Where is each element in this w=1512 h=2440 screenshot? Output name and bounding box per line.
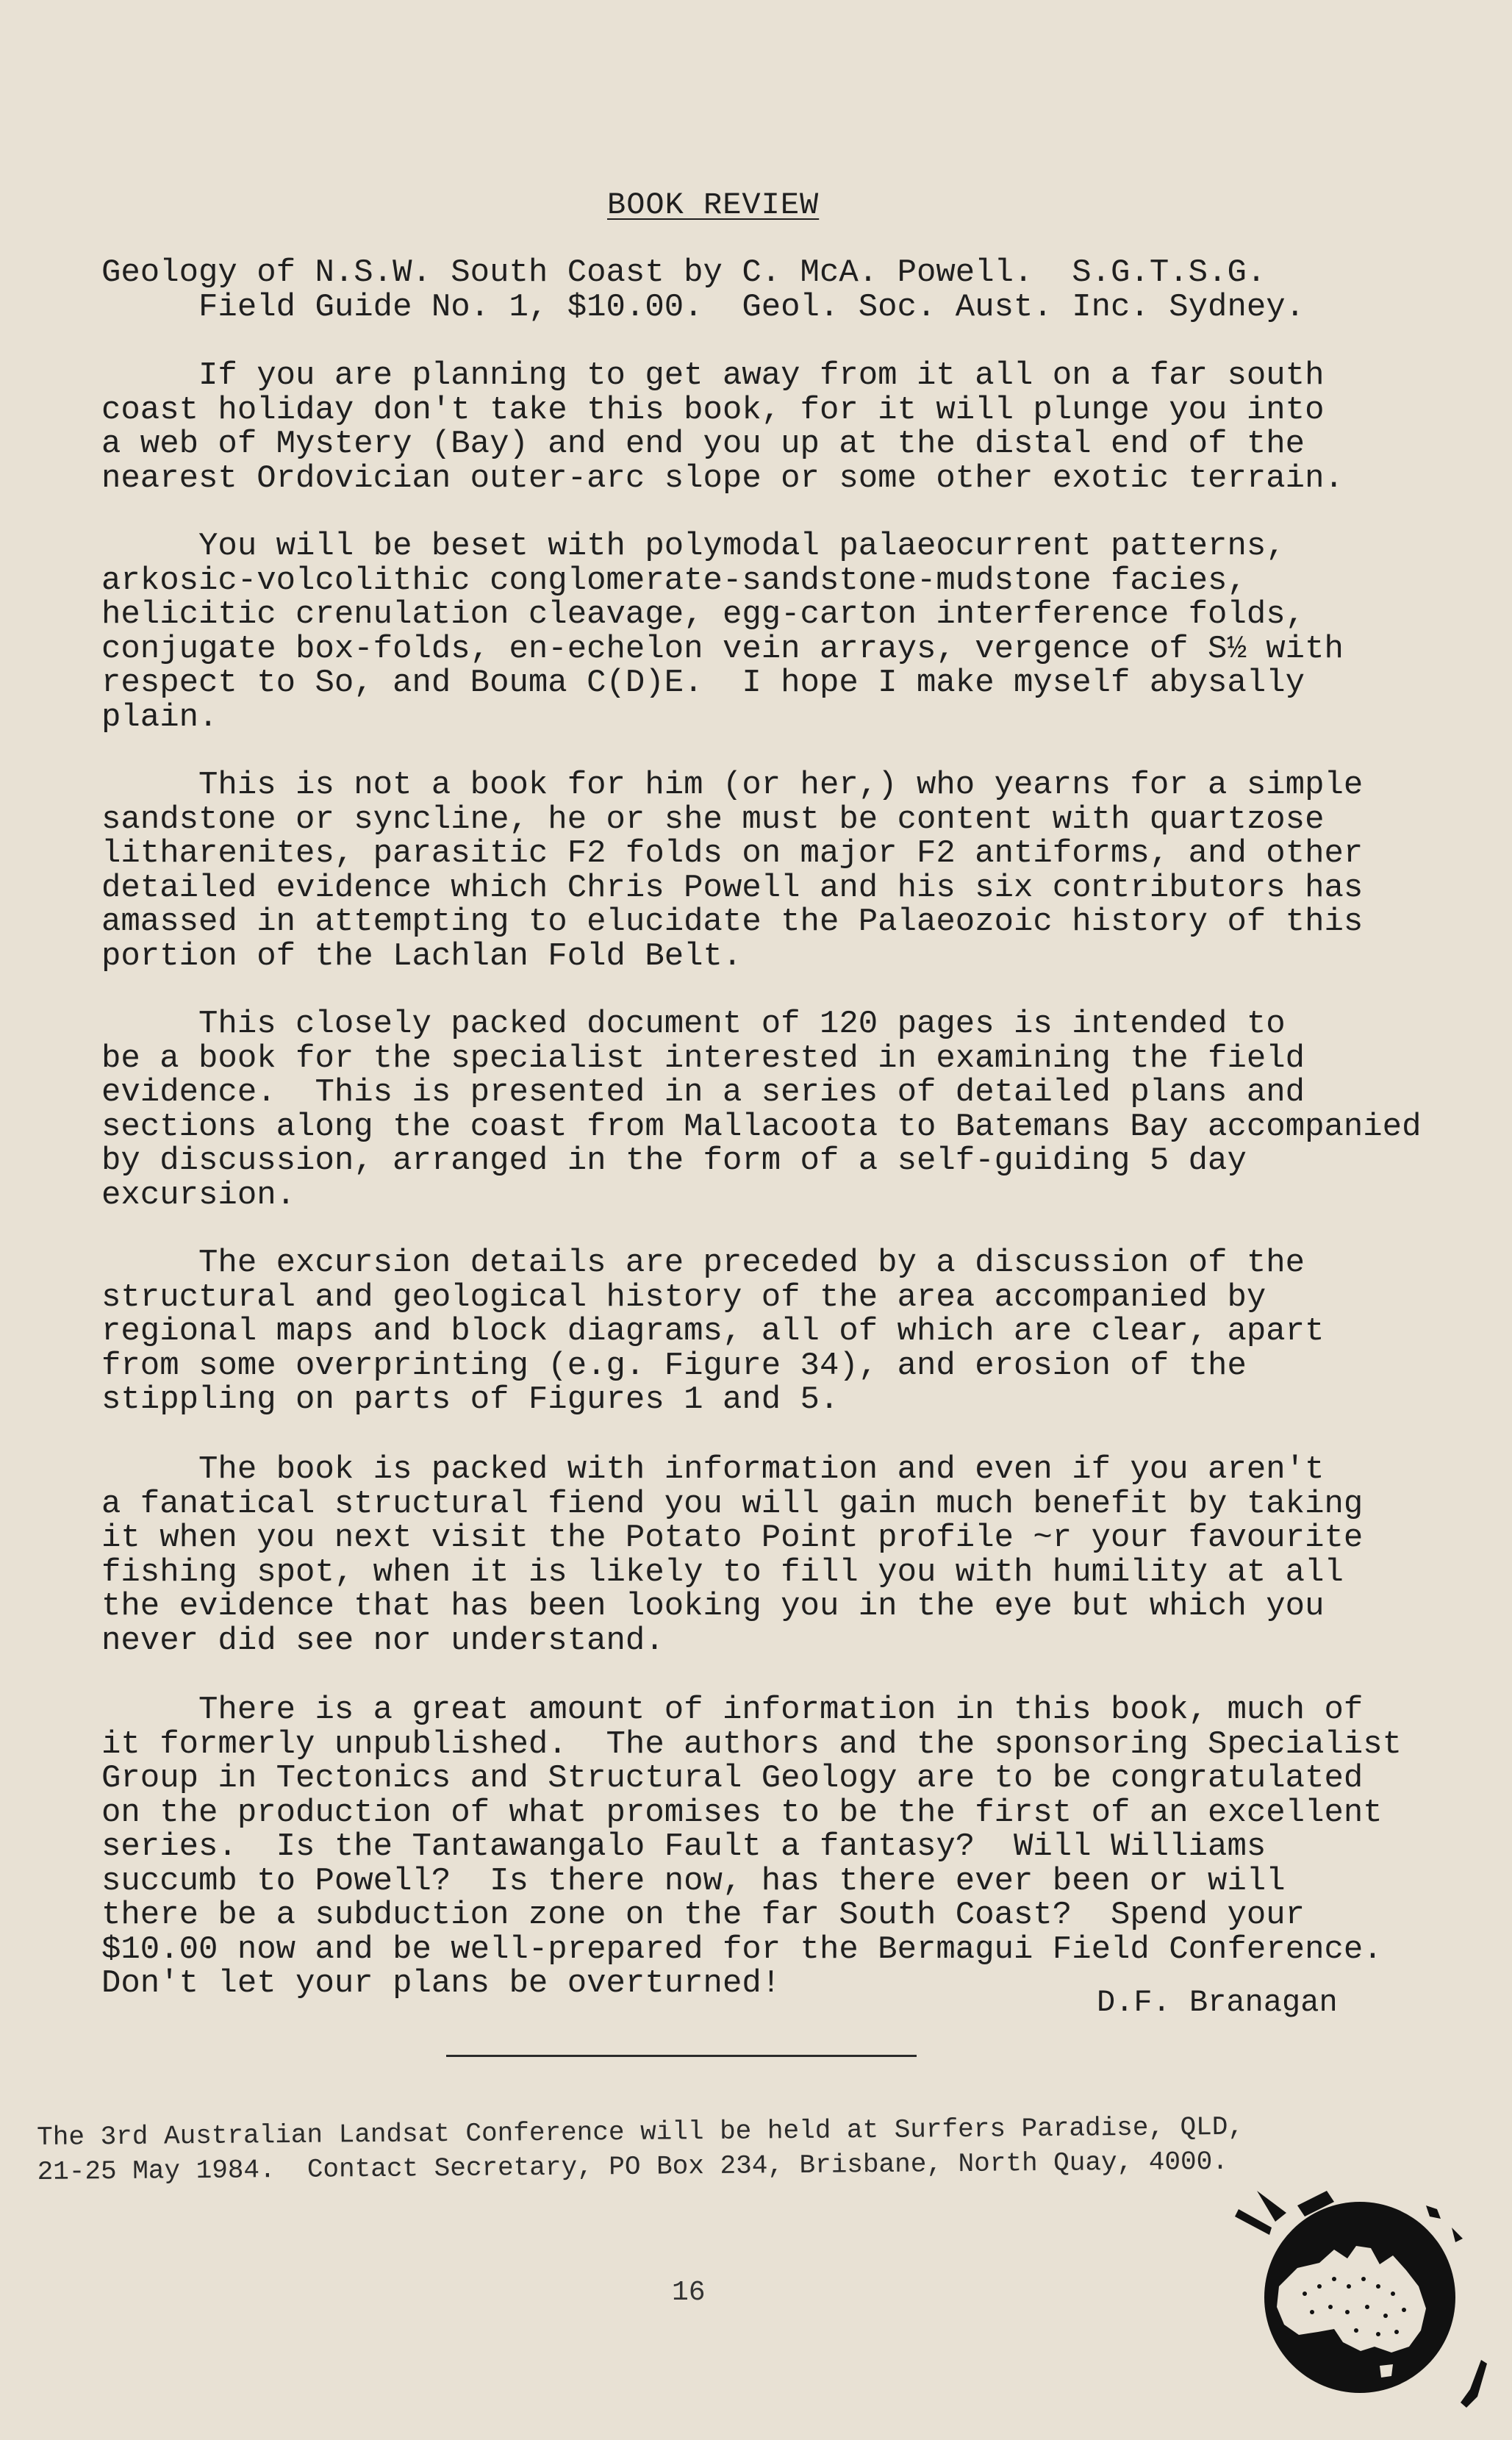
book-citation: Geology of N.S.W. South Coast by C. McA. Powell. S.G.T.S.G. Field Guide No. 1, $10.00. Geol. Soc. Aust. Inc. Sydney.: [101, 254, 1305, 326]
page-number: 16: [672, 2277, 706, 2308]
review-paragraph-4: This closely packed document of 120 pages is intended to be a book for the specialist interested in examining the field evidence. This is presented in a series of detailed plans and sections along the coast from Mallacoota to Batemans Bay accompanied by discussion, arranged in the form of a self-guiding 5 day excursion.: [101, 1006, 1422, 1214]
review-paragraph-5: The excursion details are preceded by a discussion of the structural and geological history of the area accompanied by regional maps and block diagrams, all of which are clear, apart from some overprinting (e.g. Figure 34), and erosion of the stippling on parts of Figures 1 and 5.: [101, 1245, 1325, 1418]
review-paragraph-3: This is not a book for him (or her,) who yearns for a simple sandstone or syncline, he or she must be content with quartzose litharenites, parasitic F2 folds on major F2 antiforms, and other detailed evidence which Chris Powell and his six contributors has amassed in attempting to elucidate the Palaeozoic history of this portion of the Lachlan Fold Belt.: [101, 767, 1364, 975]
section-divider: [446, 2055, 917, 2057]
reviewer-signature: D.F. Branagan: [1097, 1985, 1338, 2020]
conference-notice: The 3rd Australian Landsat Conference will be held at Surfers Paradise, QLD, 21-25 May 1984. Contact Secretary, PO Box 234, Brisbane, North Quay, 4000.: [37, 2111, 1244, 2187]
review-paragraph-2: You will be beset with polymodal palaeocurrent patterns, arkosic-volcolithic conglomerate-sandstone-mudstone facies, helicitic crenulation cleavage, egg-carton interference folds, conjugate box-folds, en-echelon vein arrays, vergence of S½ with respect to So, and Bouma C(D)E. I hope I make myself abysally plain.: [101, 528, 1344, 736]
australia-globe-icon: [1217, 2176, 1496, 2426]
review-paragraph-7: There is a great amount of information in this book, much of it formerly unpublished. The authors and the sponsoring Specialist Group in Tectonics and Structural Geology are to be congratulated on the production of what promises to be the first of an excellent series. Is the Tantawangalo Fault a fantasy? Will Williams succumb to Powell? Is there now, has there ever been or will there be a subduction zone on the far South Coast? Spend your $10.00 now and be well-prepared for the Bermagui Field Conference. Don't let your plans be overturned!: [101, 1692, 1402, 2002]
review-paragraph-1: If you are planning to get away from it all on a far south coast holiday don't take this book, for it will plunge you into a web of Mystery (Bay) and end you up at the distal end of the nearest Ordovician outer-arc slope or some other exotic terrain.: [101, 357, 1344, 497]
review-heading: BOOK REVIEW: [607, 187, 820, 223]
review-paragraph-6: The book is packed with information and even if you aren't a fanatical structural fiend you will gain much benefit by taking it when you next visit the Potato Point profile ~r your favourite fishing spot, when it is likely to fill you with humility at all the evidence that has been looking you in the eye but which you never did see nor understand.: [101, 1451, 1364, 1659]
